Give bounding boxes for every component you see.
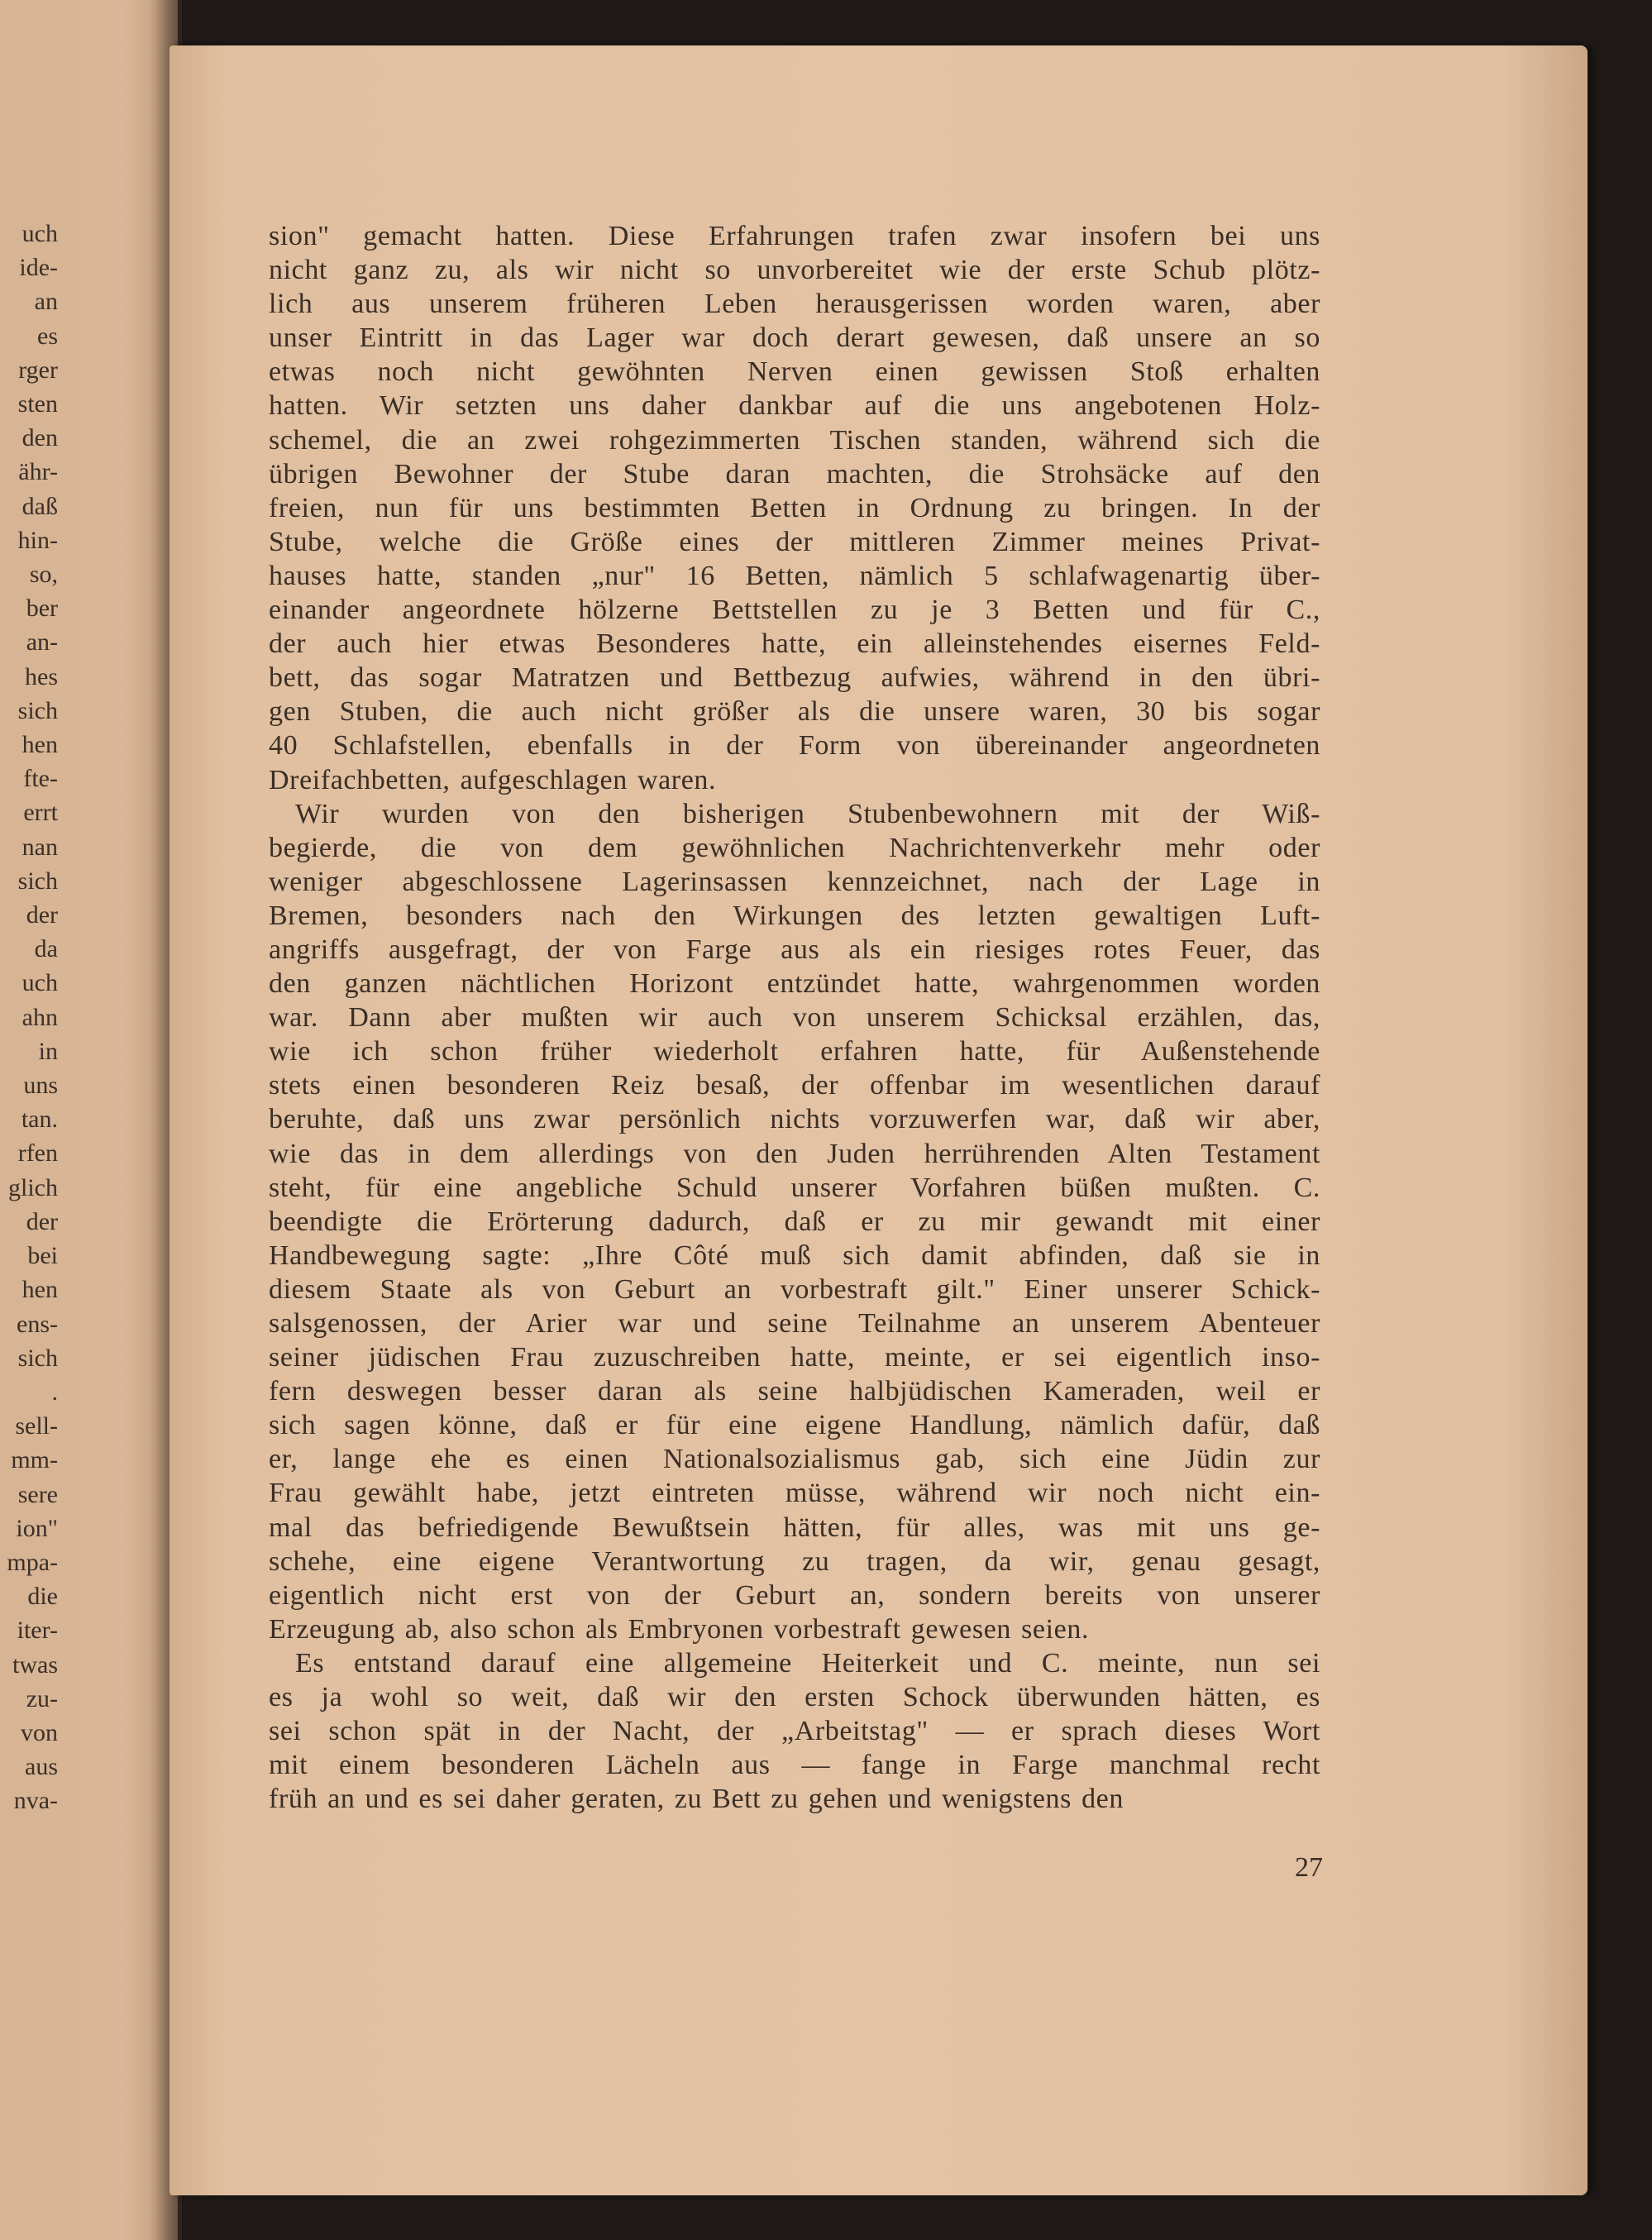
left-page-fragment: sich bbox=[17, 867, 58, 895]
left-page-fragment: uch bbox=[21, 220, 58, 247]
text-line: mal das befriedigende Bewußtsein hätten, für alles, was mit uns ge- bbox=[269, 1512, 1320, 1543]
left-page-fragment: glich bbox=[8, 1173, 58, 1201]
text-line: sich sagen könne, daß er für eine eigene Handlung, nämlich dafür, daß bbox=[269, 1410, 1320, 1441]
text-line: Handbewegung sagte: „Ihre Côté muß sich damit abfinden, daß sie in bbox=[269, 1239, 1320, 1271]
left-page-fragment: sten bbox=[17, 390, 58, 418]
text-line: wie das in dem allerdings von den Juden herrührenden Alten Testament bbox=[269, 1138, 1320, 1169]
text-line: freien, nun für uns bestimmten Betten in Ordnung zu bringen. In der bbox=[269, 492, 1320, 523]
left-page-fragment: es bbox=[37, 322, 58, 350]
text-line: Dreifachbetten, aufgeschlagen waren. bbox=[269, 764, 717, 795]
left-page-fragment: aus bbox=[25, 1753, 58, 1781]
text-line: beendigte die Erörterung dadurch, daß er zu mir gewandt mit einer bbox=[269, 1206, 1320, 1237]
text-line: sion" gemacht hatten. Diese Erfahrungen trafen zwar insofern bei uns bbox=[269, 221, 1320, 251]
text-line: bett, das sogar Matratzen und Bettbezug aufwies, während in den übri- bbox=[269, 662, 1320, 694]
left-page-fragment: sich bbox=[17, 1344, 58, 1372]
text-line: eigentlich nicht erst von der Geburt an, sondern bereits von unserer bbox=[269, 1579, 1320, 1611]
text-line: 40 Schlafstellen, ebenfalls in der Form von übereinander angeordneten bbox=[269, 730, 1320, 762]
text-line: den ganzen nächtlichen Horizont entzündet hatte, wahrgenommen worden bbox=[269, 968, 1320, 1000]
left-page-fragment: mpa- bbox=[7, 1548, 58, 1576]
left-page-fragment: fte- bbox=[23, 765, 58, 793]
left-page-fragment: rger bbox=[18, 356, 58, 384]
text-line: Es entstand darauf eine allgemeine Heiterkeit und C. meinte, nun sei bbox=[295, 1647, 1320, 1679]
text-line: nicht ganz zu, als wir nicht so unvorbereitet wie der erste Schub plötz- bbox=[269, 255, 1320, 286]
text-line: er, lange ehe es einen Nationalsozialismus gab, sich eine Jüdin zur bbox=[269, 1444, 1320, 1475]
text-line: es ja wohl so weit, daß wir den ersten Schock überwunden hätten, es bbox=[269, 1682, 1320, 1713]
left-page-fragment: der bbox=[26, 1207, 58, 1235]
text-line: beruhte, daß uns zwar persönlich nichts vorzuwerfen war, daß wir aber, bbox=[269, 1104, 1320, 1135]
text-line: Bremen, besonders nach den Wirkungen des letzten gewaltigen Luft- bbox=[269, 900, 1320, 931]
left-page-fragment: an- bbox=[26, 628, 58, 657]
left-page-fragment: bei bbox=[27, 1242, 58, 1270]
left-page-fragment: von bbox=[21, 1718, 58, 1746]
text-line: Stube, welche die Größe eines der mittleren Zimmer meines Privat- bbox=[269, 526, 1320, 557]
text-line: einander angeordnete hölzerne Bettstellen zu je 3 Betten und für C., bbox=[269, 595, 1320, 626]
text-line: begierde, die von dem gewöhnlichen Nachrichtenverkehr mehr oder bbox=[269, 832, 1320, 863]
text-line: schemel, die an zwei rohgezimmerten Tischen standen, während sich die bbox=[269, 424, 1320, 456]
left-page-fragment: ber bbox=[26, 595, 58, 623]
left-page-fragment: die bbox=[27, 1583, 58, 1611]
left-page-fragment: iter- bbox=[17, 1617, 58, 1645]
left-page-fragment: hin- bbox=[17, 526, 58, 554]
text-line: diesem Staate als von Geburt an vorbestraft gilt." Einer unserer Schick- bbox=[269, 1273, 1320, 1305]
left-page-fragment: nva- bbox=[13, 1787, 58, 1815]
text-line: war. Dann aber mußten wir auch von unserem Schicksal erzählen, das, bbox=[269, 1002, 1320, 1034]
text-line: früh an und es sei daher geraten, zu Bett zu gehen und wenigstens den bbox=[269, 1784, 1124, 1815]
text-line: steht, für eine angebliche Schuld unserer Vorfahren büßen mußten. C. bbox=[269, 1172, 1320, 1203]
text-line: lich aus unserem früheren Leben herausgerissen worden waren, aber bbox=[269, 289, 1320, 320]
left-page-fragment: in bbox=[38, 1037, 58, 1065]
text-line: hatten. Wir setzten uns daher dankbar auf die uns angebotenen Holz- bbox=[269, 390, 1320, 422]
left-page-fragment: mm- bbox=[11, 1446, 58, 1474]
left-page-text-fragments bbox=[0, 217, 58, 1818]
text-line: sei schon spät in der Nacht, der „Arbeitstag" — er sprach dieses Wort bbox=[269, 1716, 1320, 1747]
text-line: etwas noch nicht gewöhnten Nerven einen gewissen Stoß erhalten bbox=[269, 356, 1320, 388]
left-page-fragment: ens- bbox=[17, 1310, 58, 1338]
left-page-fragment: da bbox=[34, 935, 58, 963]
left-page-fragment: zu- bbox=[26, 1684, 58, 1712]
left-page-fragment: twas bbox=[12, 1650, 58, 1679]
left-page-fragment: ion" bbox=[16, 1514, 58, 1542]
page-number: 27 bbox=[1295, 1852, 1323, 1883]
left-page-fragment: ahn bbox=[21, 1003, 58, 1031]
left-page-fragment: daß bbox=[21, 492, 58, 520]
left-page-fragment: tan. bbox=[21, 1106, 58, 1134]
text-line: seiner jüdischen Frau zuzuschreiben hatte, meinte, er sei eigentlich inso- bbox=[269, 1342, 1320, 1373]
text-line: Erzeugung ab, also schon als Embryonen vorbestraft gewesen seien. bbox=[269, 1613, 1090, 1645]
page-body-text bbox=[269, 219, 1320, 1816]
left-page-fragment: der bbox=[26, 901, 58, 929]
left-page-fragment: so, bbox=[29, 561, 58, 589]
text-line: der auch hier etwas Besonderes hatte, ein alleinstehendes eisernes Feld- bbox=[269, 628, 1320, 660]
left-page-fragment: . bbox=[51, 1378, 58, 1406]
left-page-fragment: sere bbox=[17, 1480, 58, 1508]
left-page-fragment: rfen bbox=[17, 1139, 58, 1168]
text-line: stets einen besonderen Reiz besaß, der offenbar im wesentlichen darauf bbox=[269, 1070, 1320, 1101]
left-page-fragment: sich bbox=[17, 696, 58, 724]
left-page-fragment: hen bbox=[21, 731, 58, 759]
text-line: übrigen Bewohner der Stube daran machten, die Strohsäcke auf den bbox=[269, 458, 1320, 490]
text-line: salsgenossen, der Arier war und seine Teilnahme an unserem Abenteuer bbox=[269, 1308, 1320, 1339]
left-page-fragment: uch bbox=[21, 969, 58, 997]
left-page-fragment: nan bbox=[21, 833, 58, 861]
text-line: angriffs ausgefragt, der von Farge aus als ein riesiges rotes Feuer, das bbox=[269, 934, 1320, 965]
text-line: fern deswegen besser daran als seine halbjüdischen Kameraden, weil er bbox=[269, 1376, 1320, 1407]
left-page-fragment: sell- bbox=[15, 1412, 58, 1440]
left-page-fragment: hen bbox=[21, 1276, 58, 1304]
left-page-fragment: uns bbox=[23, 1072, 58, 1100]
text-line: Wir wurden von den bisherigen Stubenbewohnern mit der Wiß- bbox=[295, 798, 1320, 829]
text-line: hauses hatte, standen „nur" 16 Betten, nämlich 5 schlafwagenartig über- bbox=[269, 560, 1320, 591]
left-page-fragment: hes bbox=[25, 662, 58, 690]
left-page-fragment: ähr- bbox=[18, 458, 58, 486]
text-line: Frau gewählt habe, jetzt eintreten müsse, während wir noch nicht ein- bbox=[269, 1478, 1320, 1509]
text-line: unser Eintritt in das Lager war doch derart gewesen, daß unsere an so bbox=[269, 322, 1320, 354]
text-line: schehe, eine eigene Verantwortung zu tragen, da wir, genau gesagt, bbox=[269, 1545, 1320, 1577]
text-line: wie ich schon früher wiederholt erfahren hatte, für Außenstehende bbox=[269, 1036, 1320, 1067]
left-page-fragment: errt bbox=[23, 799, 58, 827]
text-line: weniger abgeschlossene Lagerinsassen kennzeichnet, nach der Lage in bbox=[269, 866, 1320, 897]
left-page-fragment: ide- bbox=[19, 254, 58, 282]
left-page-fragment: an bbox=[34, 288, 58, 316]
left-page-fragment: den bbox=[21, 424, 58, 452]
text-line: gen Stuben, die auch nicht größer als die unsere waren, 30 bis sogar bbox=[269, 696, 1320, 728]
text-line: mit einem besonderen Lächeln aus — fange in Farge manchmal recht bbox=[269, 1750, 1320, 1781]
